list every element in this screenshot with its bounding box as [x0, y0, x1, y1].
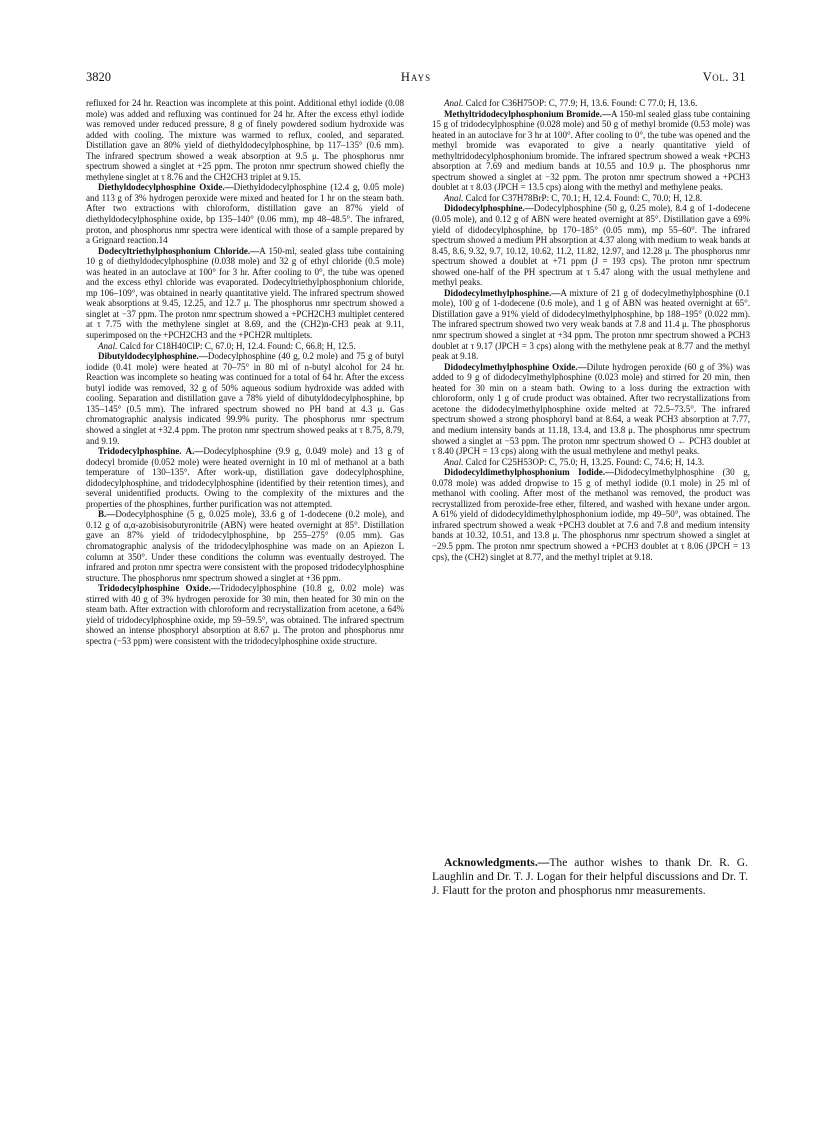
paragraph: Anal. Calcd for C25H53OP: C, 75.0; H, 13.25. Found: C, 74.6; H, 14.3.	[444, 456, 705, 467]
volume-label: Vol. 31	[702, 70, 746, 84]
paragraph: Dibutyldodecylphosphine.—Dodecylphosphine (40 g, 0.2 mole) and 75 g of butyl iodide (0.41 mole) were heated at 70–75° in 80 ml of n-butyl alcohol for 24 hr. Reaction was incomplete so heating was continued for a total of 64 hr. After the excess butyl iodide was removed, 32 g of 50% aqueous sodium hydroxide was added with cooling. Separation and distillation gave a 78% yield of dibutyldodecylphosphine, bp 135–145° (0.5 mm). The infrared spectrum showed no PH band at 4.3 μ. Gas chromatographic analysis indicated 99.9% purity. The phosphorus nmr spectrum showed a singlet at +32.4 ppm. The proton nmr spectrum showed peaks at τ 8.75, 8.79, and 9.19.	[86, 351, 404, 446]
paragraph: Tridodecylphosphine. A.—Dodecylphosphine (9.9 g, 0.049 mole) and 13 g of dodecyl bromide (0.052 mole) were heated overnight in 10 ml of methanol at a bath temperature of 130–135°. After work-up, distillation gave dodecylphosphine, didodecylphosphine, and tridodecylphosphine (identified by their retention times), and several unidentified products. Owing to the complexity of the mixtures and the properties of the phosphines, further purification was not attempted.	[86, 446, 404, 509]
paragraph: Anal. Calcd for C36H75OP: C, 77.9; H, 13.6. Found: C 77.0; H, 13.6.	[444, 98, 698, 108]
paragraph: Didodecylmethylphosphine.—A mixture of 21 g of dodecylmethylphosphine (0.1 mole), 100 g of 1-dodecene (0.6 mole), and 1 g of ABN was heated overnight at 65°. Distillation gave a 91% yield of didodecylmethylphosphine, bp 188–195° (0.022 mm). The infrared spectrum showed two very weak bands at 7.8 and 11.4 μ. The phosphorus nmr spectrum showed a singlet at +34 ppm. The proton nmr spectrum showed a PCH3 doublet at τ 9.17 (JPCH = 3 cps) along with the methylene peak at 8.77 and the methyl peak at 9.18.	[432, 287, 750, 362]
paragraph: Anal. Calcd for C37H78BrP: C, 70.1; H, 12.4. Found: C, 70.0; H, 12.8.	[444, 192, 703, 203]
paragraph: refluxed for 24 hr. Reaction was incomplete at this point. Additional ethyl iodide (0.08 mole) was added and refluxing was continued for 24 hr. After the excess ethyl iodide was removed under reduced pressure, 8 g of finely powdered sodium hydroxide was added with cooling. The mixture was warmed to reflux, cooled, and separated. Distillation gave an 80% yield of diethyldodecylphosphine, bp 117–135° (0.6 mm). The infrared spectrum showed a weak absorption at 9.5 μ. The phosphorus nmr spectrum showed a singlet at +25 ppm. The proton nmr spectrum showed chiefly the methylene singlet at τ 8.76 and the CH2CH3 triplet at 9.15.	[86, 98, 404, 182]
left-column	[86, 98, 404, 646]
paragraph: B.—Dodecylphosphine (5 g, 0.025 mole), 33.6 g of 1-dodecene (0.2 mole), and 0.12 g of α,α-azobisisobutyronitrile (ABN) were heated overnight at 85°. Distillation gave an 87% yield of tridodecylphosphine, bp 255–275° (0.05 mm). Gas chromatographic analysis of the tridodecylphosphine was made on an Apiezon L column at 350°. Under these conditions the column was eventually destroyed. The infrared and proton nmr spectra were consistent with the proposed tridodecylphosphine structure. The phosphorus nmr spectrum showed a singlet at +36 ppm.	[86, 509, 404, 583]
running-author: Hays	[400, 70, 432, 84]
paragraph: Dodecyltriethylphosphonium Chloride.—A 150-ml, sealed glass tube containing 10 g of diethyldodecylphosphine (0.038 mole) and 32 g of ethyl chloride (0.5 mole) was heated in an autoclave at 100° for 3 hr. After cooling to 0°, the tube was opened and the excess ethyl chloride was evaporated. Dodecyltriethylphosphonium chloride, mp 106–109°, was obtained in nearly quantitative yield. The infrared spectrum showed weak absorptions at 9.45, 12.25, and 12.7 μ. The phosphorus nmr spectrum showed a singlet at −37 ppm. The proton nmr spectrum showed a +PCH2CH3 multiplet centered at τ 7.75 with the methylene singlet at 8.69, and the (CH2)n-CH3 peak at 9.11, superimposed on the +PCH2CH3 and the +PCH2R multiplets.	[86, 245, 404, 341]
paragraph: Methyltridodecylphosphonium Bromide.—A 150-ml sealed glass tube containing 15 g of tridodecylphosphine (0.028 mole) and 50 g of methyl bromide (0.53 mole) was heated in an autoclave for 3 hr at 100°. After cooling to 0°, the tube was opened and the methyl bromide was evaporated to give a nearly quantitative yield of methyltridodecylphosphonium bromide. The infrared spectrum showed a weak +PCH3 absorption at 7.69 and medium bands at 10.55 and 10.9 μ. The phosphorus nmr spectrum showed a singlet at −32 ppm. The proton nmr spectrum showed a +PCH3 doublet at τ 8.03 (JPCH = 13.5 cps) along with the methyl and methylene peaks.	[432, 108, 750, 193]
page-number: 3820	[86, 70, 111, 84]
paragraph: Didodecylmethylphosphine Oxide.—Dilute hydrogen peroxide (60 g of 3%) was added to 9 g of didodecylmethylphosphine (0.023 mole) and stirred for 20 min, then heated for 30 min on a steam bath. Owing to a loss during the extraction with chloroform, only 1 g of crude product was obtained. After two recrystallizations from acetone the didodecylmethylphosphine oxide melted at 72.5–73.5°. The infrared spectrum showed a strong phosphoryl band at 8.64, a weak PCH3 absorption at 7.77, and medium intensity bands at 11.18, 13.4, and 13.8 μ. The phosphorus nmr spectrum showed a singlet at −53 ppm. The proton nmr spectrum showed O ← PCH3 doublet at τ 8.40 (JPCH = 13 cps) along with the usual methylene and methyl peaks.	[432, 361, 750, 457]
paragraph: Didodecylphosphine.—Dodecylphosphine (50 g, 0.25 mole), 8.4 g of 1-dodecene (0.05 mole), and 0.12 g of ABN were heated overnight at 85°. Distillation gave a 69% yield of didodecylphosphine, bp 170–185° (0.05 mm), mp 55–60°. The infrared spectrum showed a medium PH absorption at 4.37 along with medium to weak bands at 8.45, 8.6, 9.32, 9.7, 10.12, 10.62, 11.2, 11.82, 12.97, and 12.28 μ. The phosphorus nmr spectrum showed a doublet at +71 ppm (J = 193 cps). The proton nmr spectrum showed one-half of the PH spectrum at τ 5.47 along with the usual methylene and methyl peaks.	[432, 203, 750, 288]
paragraph: Tridodecylphosphine Oxide.—Tridodecylphosphine (10.8 g, 0.02 mole) was stirred with 40 g of 3% hydrogen peroxide for 30 min, then heated for 30 min on the steam bath. After extraction with chloroform and recrystallization from acetone, a 64% yield of tridodecylphosphine oxide, mp 59–59.5°, was obtained. The infrared spectrum showed an intense phosphoryl absorption at 8.67 μ. The proton and phosphorus nmr spectra (−53 ppm) were consistent with the tridodecylphosphine oxide structure.	[86, 583, 404, 646]
paragraph: Didodecyldimethylphosphonium Iodide.—Didodecylmethylphosphine (30 g, 0.078 mole) was added dropwise to 15 g of methyl iodide (0.1 mole) in 25 ml of methanol with cooling. After most of the methanol was removed, the product was recrystallized from peroxide-free ether, filtered, and washed with hexane under argon. A 61% yield of didodecyldimethylphosphonium iodide, mp 49–50°, was obtained. The infrared spectrum showed a weak +PCH3 doublet at 7.6 and 7.8 and medium intensity bands at 10.32, 10.51, and 13.8 μ. The phosphorus nmr spectrum showed a singlet at −29.5 ppm. The proton nmr spectrum showed a +PCH3 doublet at τ 8.06 (JPCH = 13 cps), the (CH2) singlet at 8.77, and the methyl triplet at 9.18.	[432, 467, 750, 562]
right-column	[432, 98, 750, 562]
running-header	[86, 70, 746, 88]
paragraph: Diethyldodecylphosphine Oxide.—Diethyldodecylphosphine (12.4 g, 0.05 mole) and 113 g of 3% hydrogen peroxide were mixed and heated for 1 hr on the steam bath. After two extractions with chloroform, distillation gave an 87% yield of diethyldodecylphosphine oxide, bp 135–140° (0.06 mm), mp 48–48.5°. The infrared, proton, and phosphorus nmr spectra were identical with those of a sample prepared by a Grignard reaction.14	[86, 182, 404, 246]
acknowledgments-text: Acknowledgments.—The author wishes to thank Dr. R. G. Laughlin and Dr. T. J. Logan for their helpful discussions and Dr. T. J. Flautt for the proton and phosphorus nmr measurements.	[432, 856, 748, 897]
paragraph: Anal. Calcd for C18H40ClP: C, 67.0; H, 12.4. Found: C, 66.8; H, 12.5.	[98, 340, 356, 351]
acknowledgments-section	[432, 856, 748, 898]
